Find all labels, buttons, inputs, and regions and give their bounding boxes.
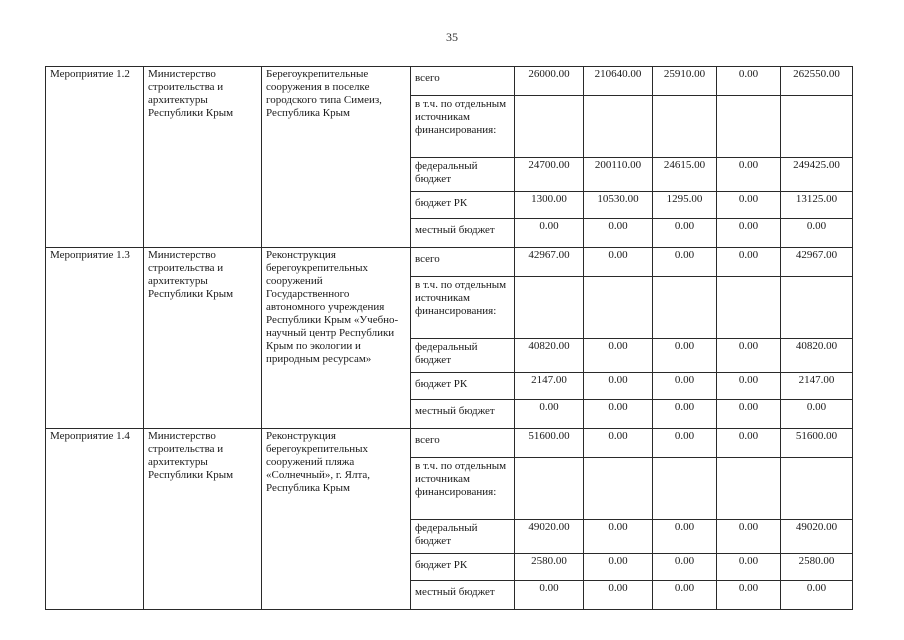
amount-cell: 13125.00 (781, 192, 853, 219)
amount-cell: 0.00 (653, 581, 717, 610)
amount-cell (584, 458, 653, 520)
amount-cell (584, 277, 653, 339)
measure-id: Мероприятие 1.2 (46, 67, 144, 248)
amount-cell: 0.00 (717, 158, 781, 192)
funding-source-label: местный бюджет (411, 400, 515, 429)
budget-table (45, 66, 853, 610)
funding-source-label: всего (411, 248, 515, 277)
funding-source-label: всего (411, 429, 515, 458)
funding-source-label: бюджет РК (411, 373, 515, 400)
amount-cell (717, 277, 781, 339)
amount-cell: 42967.00 (515, 248, 584, 277)
amount-cell: 24700.00 (515, 158, 584, 192)
amount-cell: 0.00 (584, 520, 653, 554)
amount-cell: 0.00 (653, 219, 717, 248)
object-name: Реконструкция берегоукрепительных сооружений Государственного автономного учреждения Республики Крым «Учебно-научный центр Республики Крым по экологии и природным ресурсам» (262, 248, 411, 429)
amount-cell: 0.00 (653, 339, 717, 373)
amount-cell: 51600.00 (781, 429, 853, 458)
amount-cell: 0.00 (717, 67, 781, 96)
amount-cell (781, 277, 853, 339)
amount-cell: 249425.00 (781, 158, 853, 192)
funding-source-label: местный бюджет (411, 219, 515, 248)
table-body (46, 67, 853, 610)
amount-cell: 0.00 (584, 219, 653, 248)
amount-cell: 26000.00 (515, 67, 584, 96)
amount-cell: 0.00 (653, 520, 717, 554)
amount-cell: 0.00 (515, 219, 584, 248)
object-name: Берегоукрепительные сооружения в поселке городского типа Симеиз, Республика Крым (262, 67, 411, 248)
amount-cell: 2147.00 (781, 373, 853, 400)
amount-cell (781, 96, 853, 158)
measure-id: Мероприятие 1.4 (46, 429, 144, 610)
amount-cell (653, 96, 717, 158)
amount-cell: 0.00 (717, 192, 781, 219)
amount-cell: 0.00 (584, 581, 653, 610)
amount-cell: 0.00 (653, 429, 717, 458)
amount-cell: 0.00 (717, 429, 781, 458)
table-row (46, 67, 853, 96)
funding-source-label: в т.ч. по отдельным источникам финансирования: (411, 277, 515, 339)
amount-cell: 0.00 (717, 339, 781, 373)
amount-cell: 0.00 (717, 248, 781, 277)
amount-cell: 0.00 (717, 581, 781, 610)
amount-cell: 0.00 (584, 429, 653, 458)
amount-cell: 0.00 (717, 520, 781, 554)
amount-cell: 2580.00 (515, 554, 584, 581)
amount-cell: 0.00 (584, 248, 653, 277)
amount-cell (584, 96, 653, 158)
amount-cell: 0.00 (781, 581, 853, 610)
funding-source-label: местный бюджет (411, 581, 515, 610)
amount-cell: 0.00 (653, 373, 717, 400)
table-row (46, 429, 853, 458)
funding-source-label: бюджет РК (411, 554, 515, 581)
amount-cell: 0.00 (717, 219, 781, 248)
amount-cell: 25910.00 (653, 67, 717, 96)
amount-cell: 0.00 (584, 554, 653, 581)
org-name: Министерство строительства и архитектуры Республики Крым (144, 429, 262, 610)
amount-cell: 49020.00 (781, 520, 853, 554)
amount-cell: 0.00 (515, 400, 584, 429)
amount-cell: 210640.00 (584, 67, 653, 96)
amount-cell (515, 458, 584, 520)
funding-source-label: в т.ч. по отдельным источникам финансирования: (411, 96, 515, 158)
amount-cell: 200110.00 (584, 158, 653, 192)
amount-cell: 262550.00 (781, 67, 853, 96)
org-name: Министерство строительства и архитектуры Республики Крым (144, 248, 262, 429)
measure-id: Мероприятие 1.3 (46, 248, 144, 429)
amount-cell: 0.00 (717, 400, 781, 429)
funding-source-label: федеральный бюджет (411, 520, 515, 554)
amount-cell: 0.00 (584, 400, 653, 429)
amount-cell (781, 458, 853, 520)
amount-cell: 49020.00 (515, 520, 584, 554)
page-number: 35 (446, 30, 458, 44)
amount-cell: 51600.00 (515, 429, 584, 458)
amount-cell: 0.00 (717, 554, 781, 581)
amount-cell (653, 458, 717, 520)
object-name: Реконструкция берегоукрепительных сооружений пляжа «Солнечный», г. Ялта, Республика Крым (262, 429, 411, 610)
amount-cell: 0.00 (653, 400, 717, 429)
amount-cell (515, 96, 584, 158)
amount-cell: 42967.00 (781, 248, 853, 277)
funding-source-label: федеральный бюджет (411, 158, 515, 192)
funding-source-label: федеральный бюджет (411, 339, 515, 373)
amount-cell: 40820.00 (515, 339, 584, 373)
table-row (46, 248, 853, 277)
funding-source-label: всего (411, 67, 515, 96)
funding-source-label: в т.ч. по отдельным источникам финансирования: (411, 458, 515, 520)
amount-cell (717, 458, 781, 520)
amount-cell (653, 277, 717, 339)
funding-source-label: бюджет РК (411, 192, 515, 219)
amount-cell: 0.00 (653, 248, 717, 277)
amount-cell: 10530.00 (584, 192, 653, 219)
amount-cell (717, 96, 781, 158)
amount-cell: 0.00 (515, 581, 584, 610)
amount-cell: 0.00 (717, 373, 781, 400)
amount-cell: 0.00 (584, 373, 653, 400)
org-name: Министерство строительства и архитектуры Республики Крым (144, 67, 262, 248)
amount-cell (515, 277, 584, 339)
amount-cell: 1295.00 (653, 192, 717, 219)
amount-cell: 0.00 (584, 339, 653, 373)
amount-cell: 24615.00 (653, 158, 717, 192)
amount-cell: 2147.00 (515, 373, 584, 400)
amount-cell: 2580.00 (781, 554, 853, 581)
amount-cell: 40820.00 (781, 339, 853, 373)
amount-cell: 1300.00 (515, 192, 584, 219)
amount-cell: 0.00 (781, 400, 853, 429)
amount-cell: 0.00 (653, 554, 717, 581)
amount-cell: 0.00 (781, 219, 853, 248)
